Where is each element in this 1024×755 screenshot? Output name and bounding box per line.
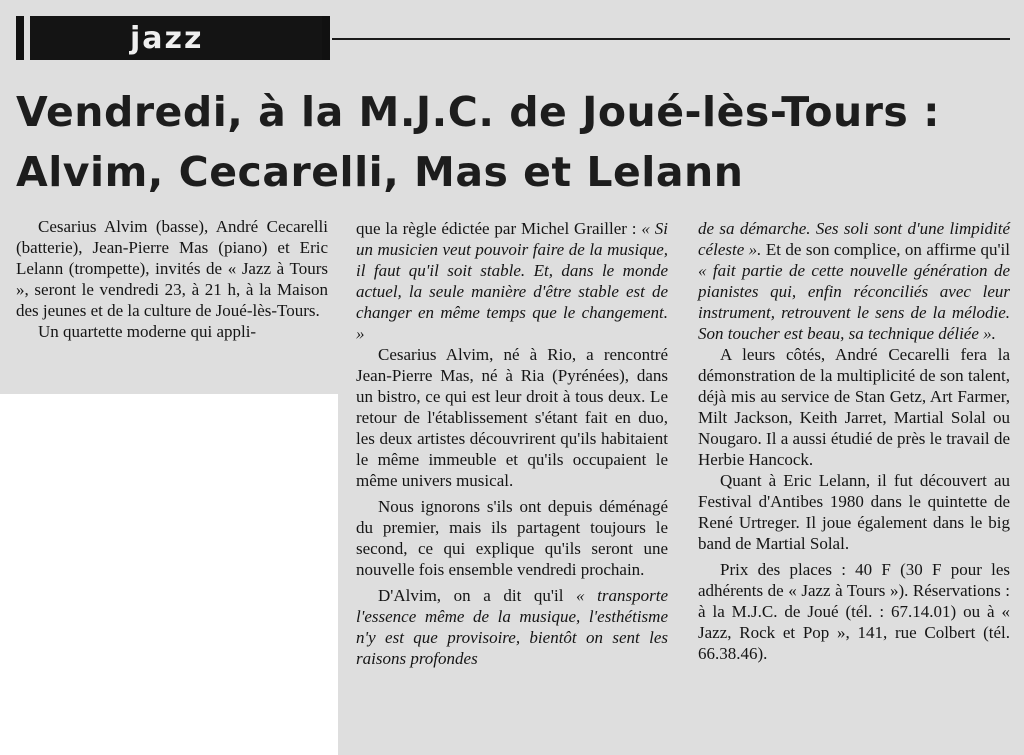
article-column-2 bbox=[356, 218, 668, 669]
rubric-banner bbox=[30, 16, 326, 60]
paragraph: Nous ignorons s'ils ont depuis déménagé du premier, mais ils partagent toujours le second, ce qui explique qu'ils seront une nouvelle fois ensemble vendredi prochain. bbox=[356, 497, 668, 579]
paragraph bbox=[698, 218, 1010, 344]
paragraph: Cesarius Alvim, né à Rio, a rencontré Jean-Pierre Mas, né à Ria (Pyrénées), dans un bistro, ce qui est leur droit à tous deux. Le retour de l'établissement s'étant fait en duo, les deux artistes découvrirent qu'ils habitaient le même immeuble et qu'ils occupaient le même univers musical. bbox=[356, 345, 668, 490]
article-column-1 bbox=[16, 216, 328, 342]
text-run: que la règle édictée par Michel Grailler : bbox=[356, 219, 642, 238]
headline-line-1: Vendredi, à la M.J.C. de Joué-lès-Tours : bbox=[16, 88, 940, 136]
paragraph bbox=[356, 218, 668, 344]
quote-mas: « fait partie de cette nouvelle génération de pianistes qui, enfin réconciliés avec leur instrument, retrouvent le sens de la mélodie. Son toucher est beau, sa technique déliée ». bbox=[698, 261, 1010, 343]
rubric-bar-right bbox=[322, 16, 330, 60]
quote-grailler: « Si un musicien veut pouvoir faire de la musique, il faut qu'il soit stable. Et, dans le monde actuel, la seule manière d'être stable est de changer en même temps que le changement. » bbox=[356, 219, 668, 343]
text-run: Et de son complice, on affirme qu'il bbox=[761, 240, 1011, 259]
blank-area bbox=[0, 394, 338, 755]
paragraph: Un quartette moderne qui appli- bbox=[38, 322, 257, 341]
paragraph: Prix des places : 40 F (30 F pour les adhérents de « Jazz à Tours »). Réservations : à la M.J.C. de Joué (tél. : 67.14.01) ou à « Jazz, Rock et Pop », 141, rue Colbert (tél. 66.38.46). bbox=[698, 560, 1010, 663]
article-column-3 bbox=[698, 218, 1010, 664]
headline-line-2: Alvim, Cecarelli, Mas et Lelann bbox=[16, 148, 744, 196]
paragraph bbox=[356, 585, 668, 669]
rubric-bar-left bbox=[16, 16, 24, 60]
text-run: D'Alvim, on a dit qu'il bbox=[378, 586, 577, 605]
quote-alvim-end: de sa démarche. Ses soli sont d'une limpidité céleste ». bbox=[698, 219, 1010, 259]
paragraph: Quant à Eric Lelann, il fut découvert au Festival d'Antibes 1980 dans le quintette de René Urtreger. Il joue également dans le big band de Martial Solal. bbox=[698, 471, 1010, 553]
rubric-rule bbox=[332, 38, 1010, 40]
paragraph: A leurs côtés, André Cecarelli fera la démonstration de la multiplicité de son talent, déjà mis au service de Stan Getz, Art Farmer, Milt Jackson, Keith Jarret, Martial Solal ou Nougaro. Il a aussi étudié de près le travail de Herbie Hancock. bbox=[698, 345, 1010, 469]
quote-alvim: « transporte l'essence même de la musique, l'esthétisme n'y est que provisoire, bientôt on sent les raisons profondes bbox=[356, 586, 668, 668]
headline bbox=[16, 82, 1016, 202]
rubric-label: jazz bbox=[130, 20, 204, 56]
paragraph: Cesarius Alvim (basse), André Cecarelli (batterie), Jean-Pierre Mas (piano) et Eric Lelann (trompette), invités de « Jazz à Tours », seront le vendredi 23, à 21 h, à la Maison des jeunes et de la culture de Joué-lès-Tours. bbox=[16, 217, 328, 320]
